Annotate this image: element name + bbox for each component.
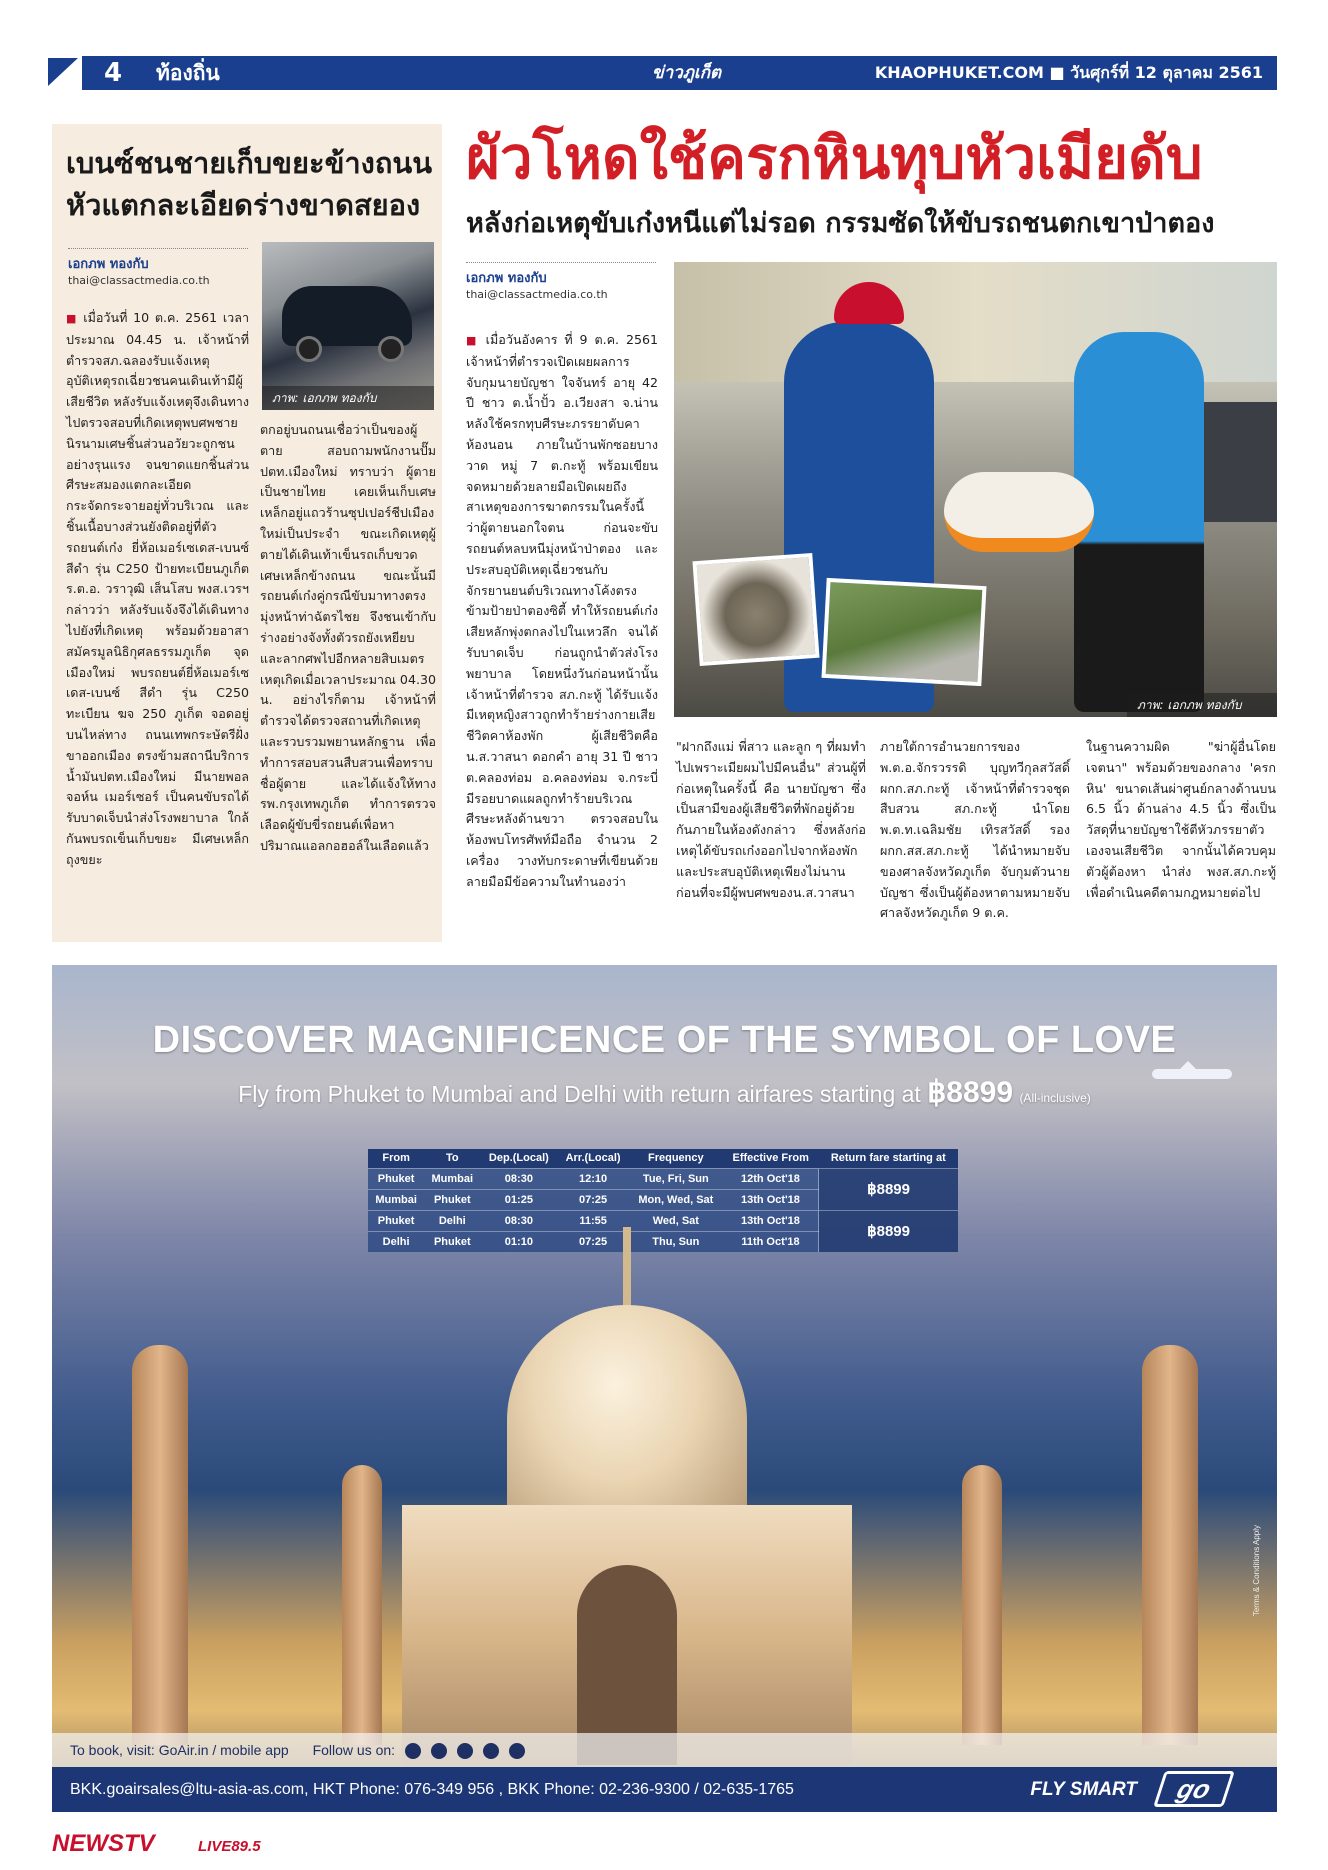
- cell-frequency: Tue, Fri, Sun: [629, 1168, 723, 1189]
- byline-email: thai@classactmedia.co.th: [466, 288, 608, 301]
- cell-departure: 08:30: [480, 1210, 557, 1231]
- booking-info[interactable]: To book, visit: GoAir.in / mobile app: [70, 1742, 289, 1758]
- arrest-photo: [674, 262, 1277, 717]
- column-header: From: [368, 1149, 424, 1168]
- cell-effective: 12th Oct'18: [723, 1168, 819, 1189]
- twitter-icon[interactable]: [431, 1743, 447, 1759]
- column-header: Arr.(Local): [557, 1149, 628, 1168]
- body-bag-shape: [944, 472, 1094, 552]
- photo-caption: ภาพ: เอกภพ ทองกับ: [1127, 693, 1277, 717]
- page-number: 4: [104, 58, 123, 88]
- main-headline: ผัวโหดใช้ครกหินทุบหัวเมียดับ: [466, 124, 1203, 192]
- cell-frequency: Mon, Wed, Sat: [629, 1189, 723, 1210]
- column-header: Effective From: [723, 1149, 819, 1168]
- wheel-shape: [378, 336, 404, 362]
- main-story-column-2: "ฝากถึงแม่ พี่สาว และลูก ๆ ที่ผมทำไปเพราะเมียผมไปมีคนอื่น" ส่วนผู้ที่ก่อเหตุในครั้งนี้ คือ นายบัญชา ซึ่งเป็นสามีของผู้เสียชีวิตที่พักอยู่ด้วยกันภายในห้องดังกล่าว ซึ่งหลังก่อเหตุได้ขับรถเก๋งออกไปจากห้องพักและประสบอุบัติเหตุเพียงไม่นานก่อนที่จะมีผู้พบศพของน.ส.วาสนา: [676, 739, 866, 900]
- newspaper-logo-icon: [48, 52, 82, 92]
- ad-subtitle: [52, 1075, 1277, 1110]
- byline-name: เอกภพ ทองกับ: [68, 257, 149, 272]
- cell-arrival: 07:25: [557, 1189, 628, 1210]
- left-story: [52, 124, 442, 942]
- site-and-date: KHAOPHUKET.COM ■ วันศุกร์ที่ 12 ตุลาคม 2561: [874, 63, 1263, 82]
- cell-departure: 01:25: [480, 1189, 557, 1210]
- contact-info: BKK.goairsales@ltu-asia-as.com, HKT Phone: 076-349 956 , BKK Phone: 02-236-9300 / 02-635-1765: [70, 1781, 794, 1798]
- live-logo-text: LIVE: [198, 1838, 232, 1855]
- ad-price-note: (All-inclusive): [1019, 1091, 1091, 1105]
- car-crash-photo: [262, 242, 434, 410]
- tagline: FLY SMART: [1030, 1779, 1137, 1800]
- cell-departure: 08:30: [480, 1168, 557, 1189]
- cell-to: Phuket: [424, 1189, 480, 1210]
- cell-effective: 11th Oct'18: [723, 1231, 819, 1252]
- cell-from: Phuket: [368, 1210, 424, 1231]
- bullet-icon: ■: [466, 334, 486, 347]
- photo-caption: ภาพ: เอกภพ ทองกับ: [262, 386, 434, 410]
- divider: [466, 262, 656, 263]
- cell-fare-mumbai: ฿8899: [819, 1168, 958, 1210]
- brand-name: ข่าวภูเก็ต: [652, 63, 722, 83]
- facebook-icon[interactable]: [405, 1743, 421, 1759]
- table-row: [368, 1168, 958, 1189]
- minaret-shape: [962, 1465, 1002, 1745]
- byline-email: thai@classactmedia.co.th: [68, 274, 210, 287]
- goair-logo: go: [1153, 1771, 1235, 1807]
- main-subheadline: หลังก่อเหตุขับเก๋งหนีแต่ไม่รอด กรรมซัดให้ขับรถชนตกเขาป่าตอง: [466, 208, 1215, 239]
- news-tv-logo: [52, 1830, 155, 1858]
- ad-booking-bar: [52, 1733, 1277, 1767]
- column-header: Frequency: [629, 1149, 723, 1168]
- cell-frequency: Wed, Sat: [629, 1210, 723, 1231]
- column-header: To: [424, 1149, 480, 1168]
- cell-arrival: 11:55: [557, 1210, 628, 1231]
- header-bar: [52, 56, 1277, 90]
- byline-name: เอกภพ ทองกับ: [466, 271, 547, 286]
- main-story-column-1-text: เมื่อวันอังคาร ที่ 9 ต.ค. 2561 เจ้าหน้าที่ตำรวจเปิดเผยผลการจับกุมนายบัญชา ใจจันทร์ อายุ 42 ปี ชาว ต.น้ำปั้ว อ.เวียงสา จ.น่าน หลังใช้ครกทุบศีรษะภรรยาดับคาห้องนอน ภายในบ้านพักซอยบางวาด หมู่ 7 ต.กะทู้ พร้อมเขียนจดหมายด้วยลายมือเปิดเผยถึงสาเหตุของการฆาตกรรมในครั้งนี้ว่าผู้ตายนอกใจตน ก่อนจะขับรถยนต์หลบหนีมุ่งหน้าป่าตอง และประสบอุบัติเหตุเฉี่ยวชนกับจักรยานยนต์บริเวณทางโค้งตรงข้ามป้ายป่าตองซิตี้ ทำให้รถยนต์เก๋งเสียหลักพุ่งตกลงไปในเหวลึก จนได้รับบาดเจ็บ ก่อนถูกนำตัวส่งโรงพยาบาล โดยหนึ่งวันก่อนหน้านั้นเจ้าหน้าที่ตำรวจ สภ.กะทู้ ได้รับแจ้งมีเหตุหญิงสาวถูกทำร้ายร่างกายเสียชีวิตคาห้องพัก ผู้เสียชีวิตคือ น.ส.วาสนา ดอกคำ อายุ 31 ปี ชาว ต.คลองท่อม อ.คลองท่อม จ.กระบี่ มีรอยบาดแผลถูกทำร้ายบริเวณศีรษะหลังด้านขวา ตรวจสอบในห้องพบโทรศัพท์มือถือ จำนวน 2 เครื่อง วางทับกระดาษที่เขียนด้วยลายมือมีข้อความในทำนองว่า: [466, 332, 658, 889]
- left-story-byline: [68, 248, 248, 287]
- cell-to: Delhi: [424, 1210, 480, 1231]
- cell-from: Phuket: [368, 1168, 424, 1189]
- main-story-column-3: ภายใต้การอำนวยการของ พ.ต.อ.จักรวรรดิ บุญทวีกุลสวัสดิ์ ผกก.สภ.กะทู้ เจ้าหน้าที่ตำรวจชุดสืบสวน สภ.กะทู้ นำโดย พ.ต.ท.เฉลิมชัย เทิรสวัสดิ์ รอง ผกก.สส.สภ.กะทู้ ได้นำหมายจับของศาลจังหวัดภูเก็ต จับกุมตัวนายบัญชา ซึ่งเป็นผู้ต้องหาตามหมายจับศาลจังหวัดภูเก็ต 9 ต.ค.: [880, 739, 1070, 921]
- youtube-icon[interactable]: [509, 1743, 525, 1759]
- stone-mortar-inset-photo: [692, 553, 819, 666]
- cell-departure: 01:10: [480, 1231, 557, 1252]
- left-story-column-1-text: เมื่อวันที่ 10 ต.ค. 2561 เวลาประมาณ 04.45 น. เจ้าหน้าที่ตำรวจสภ.ฉลองรับแจ้งเหตุอุบัติเหตุรถเฉี่ยวชนคนเดินเท้ามีผู้เสียชีวิต หลังรับแจ้งเหตุจึงเดินทางไปตรวจสอบที่เกิดเหตุพบศพชายนิรนามเศษชิ้นส่วนอวัยวะถูกชนอย่างรุนแรง จนขาดแยกชิ้นส่วน ศีรษะสมองแตกละเอียดกระจัดกระจายอยู่ทั่วบริเวณ และชิ้นเนื้อบางส่วนยังติดอยู่ที่ตัวรถยนต์เก๋ง ยี่ห้อเมอร์เซเดส-เบนซ์ สีดำ รุ่น C250 ป้ายทะเบียนภูเก็ต ร.ต.อ. วราวุฒิ เส็นโสบ พงส.เวรฯ กล่าวว่า หลังรับแจ้งจึงได้เดินทางไปยังที่เกิดเหตุ พร้อมด้วยอาสาสมัครมูลนิธิกุศลธรรมภูเก็ต จุดเมืองใหม่ พบรถยนต์ยี่ห้อเมอร์เซเดส-เบนซ์ สีดำ รุ่น C250 ทะเบียน ฆจ 250 ภูเก็ต จอดอยู่บนไหล่ทาง ถนนเทพกระษัตรีฝั่งขาออกเมือง ตรงข้ามสถานีบริการน้ำมันปตท.เมืองใหม่ มีนายพอล จอห์น เมอร์เซอร์ เป็นคนขับรถได้รับบาดเจ็บนำส่งโรงพยาบาล ใกล้กันพบรถเข็นเก็บขยะ มีเศษเหล็กถุงขยะ: [66, 310, 250, 867]
- cell-arrival: 07:25: [557, 1231, 628, 1252]
- terms-note: Terms & Conditions Apply: [1252, 1525, 1261, 1617]
- column-header: Dep.(Local): [480, 1149, 557, 1168]
- left-story-headline: เบนซ์ชนชายเก็บขยะข้างถนน หัวแตกละเอียดร่างขาดสยอง: [66, 146, 433, 222]
- column-header: Return fare starting at: [819, 1149, 958, 1168]
- taj-mahal-dome-shape: [507, 1305, 747, 1535]
- divider: [68, 248, 248, 249]
- table-header-row: [368, 1149, 958, 1168]
- cell-from: Mumbai: [368, 1189, 424, 1210]
- cell-frequency: Thu, Sun: [629, 1231, 723, 1252]
- main-story-column-4: ในฐานความผิด "ฆ่าผู้อื่นโดยเจตนา" พร้อมด้วยของกลาง 'ครกหิน' ขนาดเส้นผ่าศูนย์กลางด้านบน 6.5 นิ้ว ด้านล่าง 4.5 นิ้ว ซึ่งเป็นวัสดุที่นายบัญชาใช้ตีหัวภรรยาตัวเองจนเสียชีวิต จากนั้นได้ควบคุมตัวผู้ต้องหา นำส่ง พงส.สภ.กะทู้ เพื่อดำเนินคดีตามกฎหมายต่อไป: [1086, 739, 1276, 900]
- ad-subtitle-text: Fly from Phuket to Mumbai and Delhi with return airfares starting at: [238, 1081, 921, 1107]
- cell-from: Delhi: [368, 1231, 424, 1252]
- rescuer-figure: [1074, 332, 1204, 712]
- section-title: ท้องถิ่น: [156, 61, 220, 85]
- dome-spire-shape: [623, 1227, 631, 1309]
- minaret-shape: [132, 1345, 188, 1745]
- frequency-logo-text: 89.5: [231, 1838, 261, 1855]
- cell-arrival: 12:10: [557, 1168, 628, 1189]
- live-radio-logo: [198, 1830, 261, 1858]
- goair-advertisement[interactable]: [52, 965, 1277, 1812]
- left-story-column-1: [66, 308, 249, 871]
- ad-title: DISCOVER MAGNIFICENCE OF THE SYMBOL OF LOVE: [152, 1019, 1177, 1061]
- ad-contact-bar: [52, 1767, 1277, 1812]
- main-story-column-1: [466, 330, 658, 893]
- table-row: [368, 1210, 958, 1231]
- flight-schedule-table: [368, 1149, 958, 1252]
- wheel-shape: [296, 336, 322, 362]
- main-story-byline: [466, 262, 656, 301]
- follow-label: Follow us on:: [312, 1742, 396, 1758]
- left-story-column-2: ตกอยู่บนถนนเชื่อว่าเป็นของผู้ตาย สอบถามพนักงานปั๊มปตท.เมืองใหม่ ทราบว่า ผู้ตายเป็นชายไทย เคยเห็นเก็บเศษเหล็กอยู่แถวร้านซุปเปอร์ชีปเมืองใหม่เป็นประจำ ขณะเกิดเหตุผู้ตายได้เดินเท้าเข็นรถเก็บขวดเศษเหล็กข้างถนน ขณะนั้นมีรถยนต์เก๋งคู่กรณีขับมาทางตรงมุ่งหน้าท่าฉัตรไชย จึงชนเข้ากับร่างอย่างจังทั้งตัวรถยังเหยียบและลากศพไปอีกหลายสิบเมตร เหตุเกิดเมื่อเวลาประมาณ 04.30 น. อย่างไรก็ตาม เจ้าหน้าที่ตำรวจได้ตรวจสถานที่เกิดเหตุและรวบรวมพยานหลักฐาน เพื่อทำการสอบสวนสืบสวนเพื่อทราบชื่อผู้ตาย และได้แจ้งให้ทางรพ.กรุงเทพภูเก็ต ทำการตรวจเลือดผู้ขับขี่รถยนต์เพื่อหาปริมาณแอลกอฮอล์ในเลือดแล้ว: [260, 422, 436, 853]
- instagram-icon[interactable]: [457, 1743, 473, 1759]
- bullet-icon: ■: [66, 312, 84, 325]
- crashed-car-inset-photo: [821, 578, 986, 686]
- cell-fare-delhi: ฿8899: [819, 1210, 958, 1252]
- cell-effective: 13th Oct'18: [723, 1189, 819, 1210]
- cell-effective: 13th Oct'18: [723, 1210, 819, 1231]
- minaret-shape: [1142, 1345, 1198, 1745]
- minaret-shape: [342, 1465, 382, 1745]
- linkedin-icon[interactable]: [483, 1743, 499, 1759]
- ad-price: ฿8899: [927, 1076, 1014, 1109]
- cell-to: Mumbai: [424, 1168, 480, 1189]
- cell-to: Phuket: [424, 1231, 480, 1252]
- tv-logo-text: TV: [124, 1830, 155, 1857]
- news-logo-text: NEWS: [52, 1830, 124, 1857]
